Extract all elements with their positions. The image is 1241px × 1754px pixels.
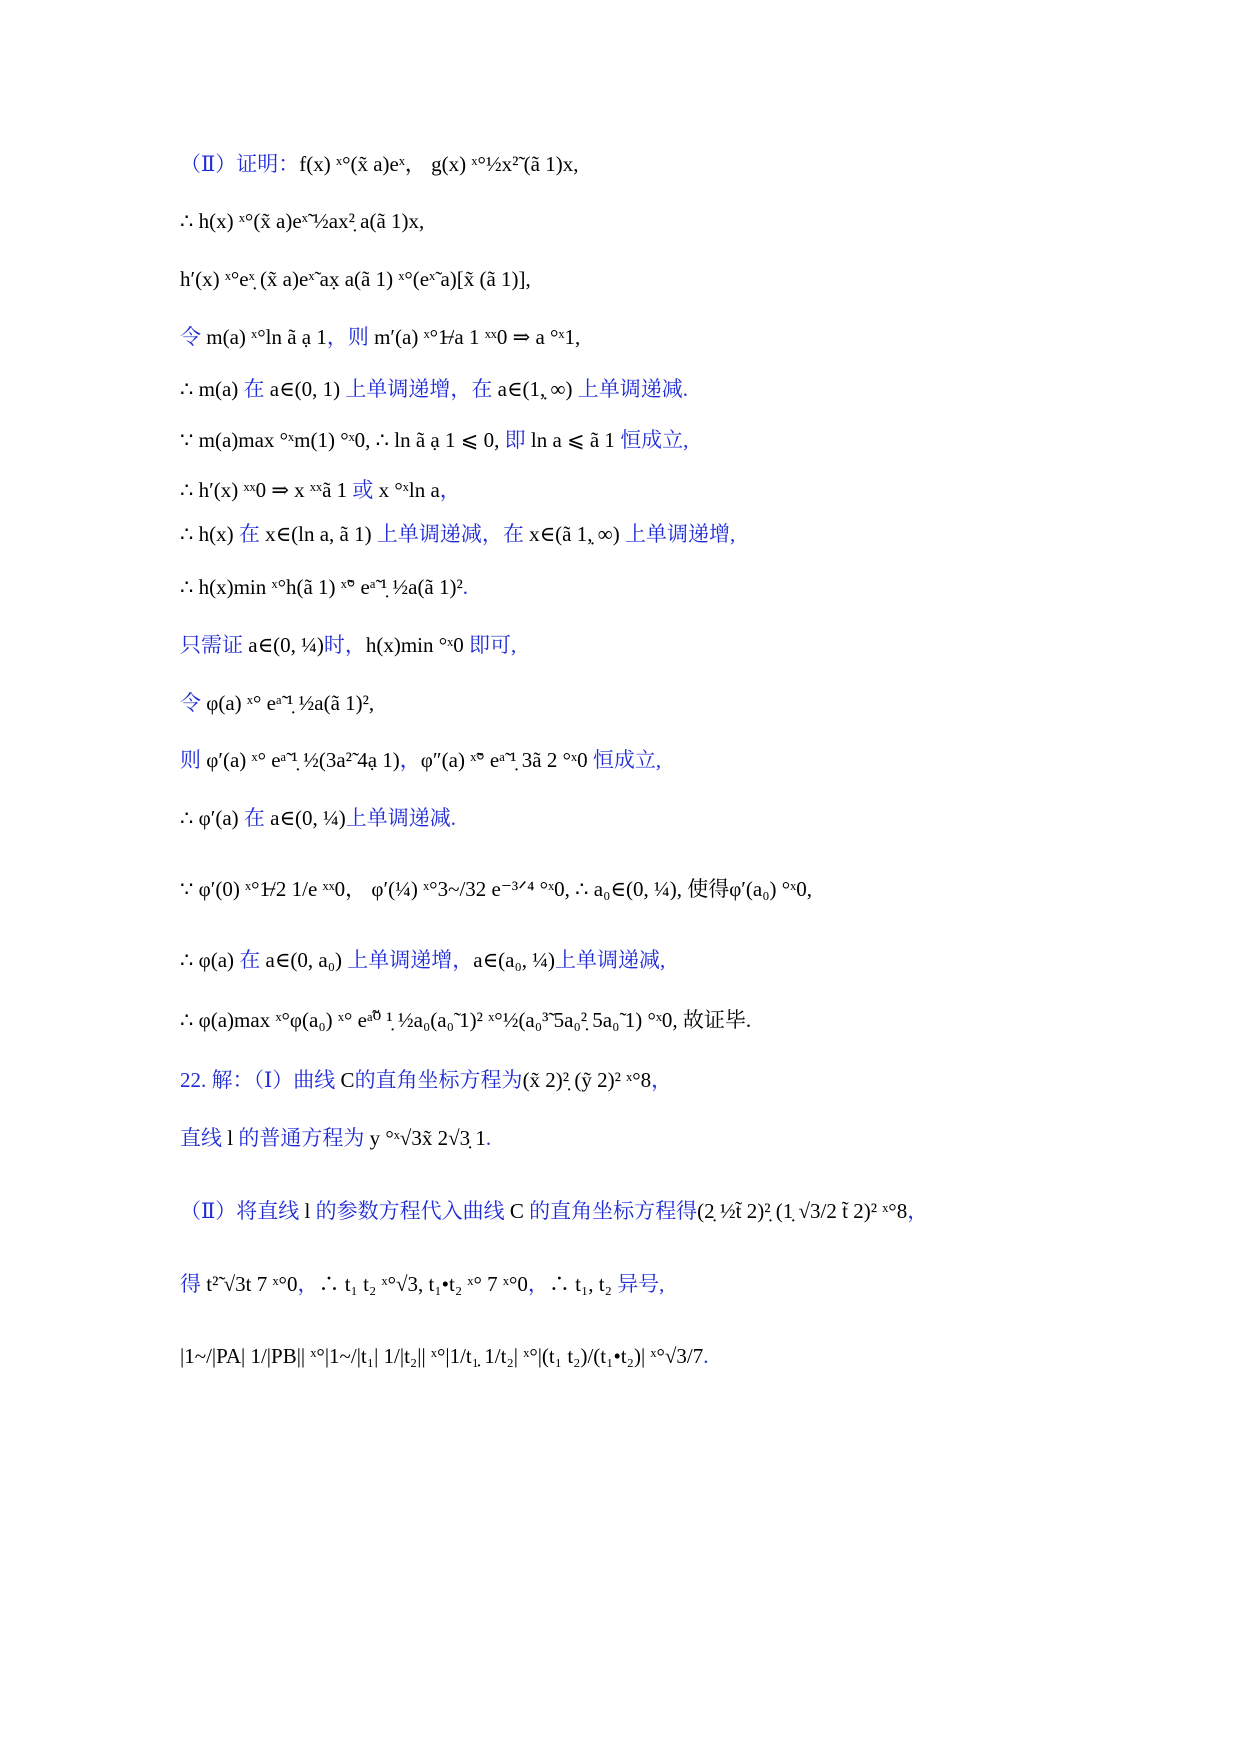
- line-3: [180, 265, 531, 293]
- line-15-part-2: 在: [239, 948, 266, 972]
- line-14-part-1: ∵ φ′(0) ˣ°1̶/2 1/e ˣˣ0， φ′(¼) ˣ°3~/32 e⁻³ᐟ⁴ °ˣ0, ∴ a₀∈(0, ¼), 使得φ′(a₀) °ˣ0,: [180, 877, 812, 901]
- line-6-part-1: ∵ m(a)max °ˣm(1) °ˣ0, ∴ ln ã ạ 1 ⩽ 0,: [180, 428, 505, 452]
- line-15: [180, 946, 665, 974]
- line-13-part-2: 在: [243, 806, 271, 830]
- line-15-part-6: 上单调递减,: [555, 948, 666, 972]
- line-17-part-4: (x̃ 2)²̣ (ỹ 2)² ˣ°8: [522, 1068, 652, 1092]
- line-19-part-4: C: [509, 1199, 524, 1223]
- line-17-part-3: 的直角坐标方程为: [354, 1068, 523, 1092]
- line-20-part-5: ，: [527, 1272, 549, 1296]
- line-1-part-2: f(x) ˣ°(x̃ a)eˣ， g(x) ˣ°½x²̃ (ã 1)x,: [299, 152, 579, 176]
- line-10-part-2: a∈(0, ¼): [248, 633, 324, 657]
- line-19: [180, 1197, 928, 1225]
- line-8: [180, 520, 735, 548]
- line-16-part-1: ∴ φ(a)max ˣ°φ(a₀) ˣ° eᵃ⁰̃ ¹̣ ½a₀(a₀̃ 1)² ˣ°½(a₀³̃ 5a₀²̣ 5a₀̃ 1) °ˣ0, 故证毕.: [180, 1008, 752, 1032]
- line-12-part-4: φ″(a) ˣ̃° eᵃ̃ ¹̣ 3ã 2 °ˣ0: [420, 748, 593, 772]
- line-15-part-1: ∴ φ(a): [180, 948, 240, 972]
- line-11-part-2: φ(a) ˣ° eᵃ̃ ¹̣ ½a(ã 1)²,: [206, 691, 375, 715]
- line-8-part-6: 上单调递增,: [624, 522, 736, 546]
- line-17-part-5: ，: [651, 1068, 673, 1092]
- line-7-part-2: 或: [352, 478, 379, 502]
- line-18-part-2: l: [227, 1126, 234, 1150]
- line-13-part-1: ∴ φ′(a): [180, 806, 244, 830]
- line-5-part-4: 上单调递增，在: [345, 377, 498, 401]
- line-9-part-1: ∴ h(x)min ˣ°h(ã 1) ˣ̃° eᵃ̃ ¹̣ ½a(ã 1)²: [180, 575, 463, 599]
- line-17: [180, 1066, 672, 1094]
- line-6-part-2: 即: [504, 428, 531, 452]
- line-18-part-3: 的普通方程为: [233, 1126, 370, 1150]
- line-19-part-1: （Ⅱ）将直线: [180, 1199, 305, 1223]
- line-4-part-3: ，则: [326, 325, 375, 349]
- line-8-part-4: 上单调递减，在: [376, 522, 530, 546]
- line-20-part-3: ，: [297, 1272, 319, 1296]
- line-5: [180, 375, 688, 403]
- line-7: [180, 476, 461, 504]
- line-20-part-6: ∴ t₁, t₂: [548, 1272, 618, 1296]
- line-21-part-2: .: [703, 1344, 709, 1368]
- line-20: [180, 1270, 664, 1298]
- line-5-part-1: ∴ m(a): [180, 377, 244, 401]
- line-10-part-5: 即可,: [468, 633, 517, 657]
- line-17-part-2: C: [340, 1068, 355, 1092]
- line-20-part-1: 得: [180, 1272, 207, 1296]
- line-11-part-1: 令: [180, 691, 207, 715]
- line-16: [180, 1006, 751, 1034]
- line-5-part-3: a∈(0, 1): [269, 377, 346, 401]
- line-8-part-2: 在: [238, 522, 266, 546]
- line-3-part-1: h′(x) ˣ°eˣ̣ (x̃ a)eˣ̃ ax̣ a(ã 1) ˣ°(eˣ̃ a)[x̃ (ã 1)],: [180, 267, 531, 291]
- line-9-part-2: .: [462, 575, 469, 599]
- line-9: [180, 573, 468, 601]
- line-8-part-5: x∈(ã 1,̣ ∞): [529, 522, 625, 546]
- line-5-part-2: 在: [243, 377, 270, 401]
- line-10-part-1: 只需证: [180, 633, 249, 657]
- line-19-part-5: 的直角坐标方程得: [523, 1199, 698, 1223]
- line-18: [180, 1124, 491, 1152]
- line-12: [180, 746, 661, 774]
- line-4: [180, 323, 580, 351]
- line-5-part-6: 上单调递减.: [577, 377, 688, 401]
- line-15-part-5: a∈(a₀, ¼): [473, 948, 556, 972]
- line-6-part-3: ln a ⩽ ã 1: [530, 428, 621, 452]
- line-18-part-5: .: [485, 1126, 492, 1150]
- line-7-part-3: x °ˣln a: [378, 478, 440, 502]
- line-12-part-3: ，: [399, 748, 421, 772]
- line-10-part-4: h(x)min °ˣ0: [365, 633, 469, 657]
- line-19-part-7: ，: [907, 1199, 929, 1223]
- line-10: [180, 631, 516, 659]
- line-2: [180, 207, 424, 235]
- line-15-part-4: 上单调递增，: [347, 948, 474, 972]
- line-5-part-5: a∈(1,̣ ∞): [497, 377, 578, 401]
- line-15-part-3: a∈(0, a₀): [265, 948, 348, 972]
- line-4-part-1: 令: [180, 325, 207, 349]
- line-13: [180, 804, 456, 832]
- line-20-part-4: ∴ t₁ t₂ ˣ°√3, t₁•t₂ ˣ° 7 ˣ°0: [318, 1272, 528, 1296]
- line-8-part-1: ∴ h(x): [180, 522, 239, 546]
- line-4-part-4: m′(a) ˣ°1̶/a 1 ˣˣ0 ⇒ a °ˣ1,: [374, 325, 581, 349]
- line-1-part-1: （Ⅱ）证明：: [180, 152, 300, 176]
- line-19-part-3: 的参数方程代入曲线: [310, 1199, 510, 1223]
- line-17-part-1: 22. 解：（Ⅰ）曲线: [180, 1068, 341, 1092]
- line-13-part-4: 上单调递减.: [345, 806, 456, 830]
- line-4-part-2: m(a) ˣ°ln ã ạ 1: [206, 325, 327, 349]
- line-21: [180, 1342, 709, 1370]
- line-19-part-6: (2̣ ½t̃ 2)²̣ (1̣ √3/2 t̃ 2)² ˣ°8: [697, 1199, 908, 1223]
- line-13-part-3: a∈(0, ¼): [270, 806, 346, 830]
- line-14: [180, 875, 812, 903]
- line-19-part-2: l: [304, 1199, 311, 1223]
- line-20-part-7: 异号,: [617, 1272, 665, 1296]
- line-8-part-3: x∈(ln a, ã 1): [265, 522, 377, 546]
- line-11: [180, 689, 374, 717]
- line-18-part-1: 直线: [180, 1126, 228, 1150]
- line-21-part-1: |1~/|PA| 1/|PB|| ˣ°|1~/|t₁| 1/|t₂|| ˣ°|1/t₁̣ 1/t₂| ˣ°|(t₁ t₂)/(t₁•t₂)| ˣ°√3/7: [180, 1344, 704, 1368]
- line-2-part-1: ∴ h(x) ˣ°(x̃ a)eˣ̃ ½ax²̣ a(ã 1)x,: [180, 209, 425, 233]
- line-10-part-3: 时，: [323, 633, 366, 657]
- line-20-part-2: t²̃ √3t 7 ˣ°0: [206, 1272, 298, 1296]
- line-18-part-4: y °ˣ√3x̃ 2√3̣ 1: [369, 1126, 486, 1150]
- line-6: [180, 426, 688, 454]
- line-6-part-4: 恒成立,: [620, 428, 689, 452]
- line-12-part-1: 则: [180, 748, 207, 772]
- line-1: [180, 150, 579, 178]
- line-7-part-1: ∴ h′(x) ˣˣ0 ⇒ x ˣˣã 1: [180, 478, 353, 502]
- line-12-part-2: φ′(a) ˣ° eᵃ̃ ¹̣ ½(3a²̃ 4ạ 1): [206, 748, 400, 772]
- line-12-part-5: 恒成立,: [592, 748, 662, 772]
- line-7-part-4: ，: [439, 478, 461, 502]
